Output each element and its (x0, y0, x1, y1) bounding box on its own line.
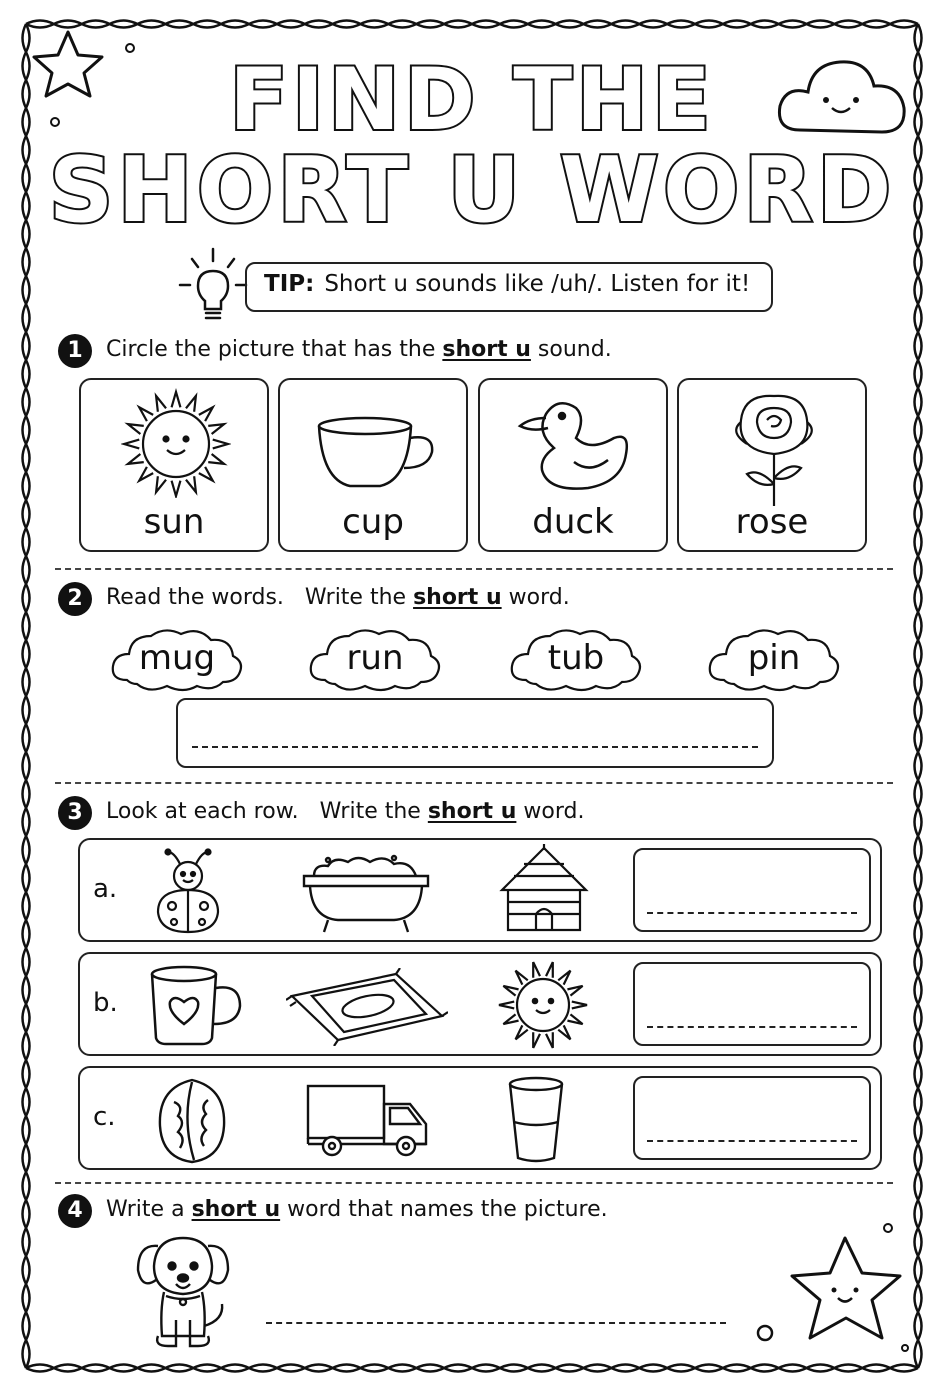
card-label: duck (532, 502, 614, 542)
word-cloud-tub[interactable] (506, 622, 646, 694)
section-divider (55, 568, 893, 570)
answer-line-section-4[interactable] (266, 1322, 726, 1324)
word-cloud-pin[interactable] (704, 622, 844, 694)
word-label: tub (547, 638, 605, 678)
picture-card-sun[interactable] (79, 378, 269, 552)
cup-icon (310, 388, 440, 498)
section-1-instruction: Circle the picture that has the short u sound. (106, 337, 612, 362)
sun-icon (121, 388, 231, 498)
card-label: rose (735, 502, 809, 542)
tip-body: Short u sounds like /uh/. Listen for it! (324, 271, 751, 297)
answer-line (647, 1140, 857, 1142)
bug-icon[interactable] (146, 846, 230, 936)
duck-icon (512, 388, 642, 508)
card-label: cup (342, 502, 404, 542)
truck-icon[interactable] (302, 1080, 432, 1160)
word-label: mug (138, 638, 216, 678)
answer-box-row-a[interactable] (633, 848, 871, 932)
row-label: c. (93, 1102, 116, 1132)
picture-card-duck[interactable] (478, 378, 668, 552)
row-label: b. (93, 988, 118, 1018)
section-4-number: 4 (58, 1194, 92, 1228)
section-divider (55, 782, 893, 784)
page-title-line1: FIND THE (229, 50, 715, 150)
section-4-instruction: Write a short u word that names the picture. (106, 1197, 608, 1222)
card-label: sun (143, 502, 205, 542)
puppy-icon[interactable] (128, 1230, 238, 1352)
bathtub-icon[interactable] (298, 852, 434, 936)
section-2-number: 2 (58, 582, 92, 616)
picture-card-rose[interactable] (677, 378, 867, 552)
nut-icon[interactable] (152, 1076, 232, 1166)
section-2-instruction: Read the words. Write the short u word. (106, 585, 570, 610)
hut-icon[interactable] (494, 842, 594, 938)
sun-icon[interactable] (496, 958, 590, 1052)
word-label: run (346, 638, 404, 678)
section-3-instruction: Look at each row. Write the short u word. (106, 799, 585, 824)
answer-box-row-b[interactable] (633, 962, 871, 1046)
rose-icon (719, 388, 829, 508)
answer-box-row-c[interactable] (633, 1076, 871, 1160)
page-title-line2: SHORT U WORD (48, 138, 896, 243)
answer-box-section-2[interactable] (176, 698, 774, 768)
section-divider (55, 1182, 893, 1184)
answer-line (647, 1026, 857, 1028)
rug-icon[interactable] (286, 968, 448, 1046)
lightbulb-icon (170, 243, 250, 325)
cup-icon[interactable] (504, 1074, 568, 1166)
section-3-number: 3 (58, 796, 92, 830)
tip-label: TIP: (264, 271, 315, 297)
smiling-star-icon (792, 1238, 900, 1338)
word-label: pin (747, 638, 801, 678)
word-cloud-mug[interactable] (107, 622, 247, 694)
section-1-number: 1 (58, 334, 92, 368)
row-label: a. (93, 874, 118, 904)
tip-text (264, 271, 750, 297)
answer-line (192, 746, 758, 748)
answer-line (647, 912, 857, 914)
picture-card-cup[interactable] (278, 378, 468, 552)
word-cloud-run[interactable] (305, 622, 445, 694)
mug-icon[interactable] (146, 962, 246, 1048)
